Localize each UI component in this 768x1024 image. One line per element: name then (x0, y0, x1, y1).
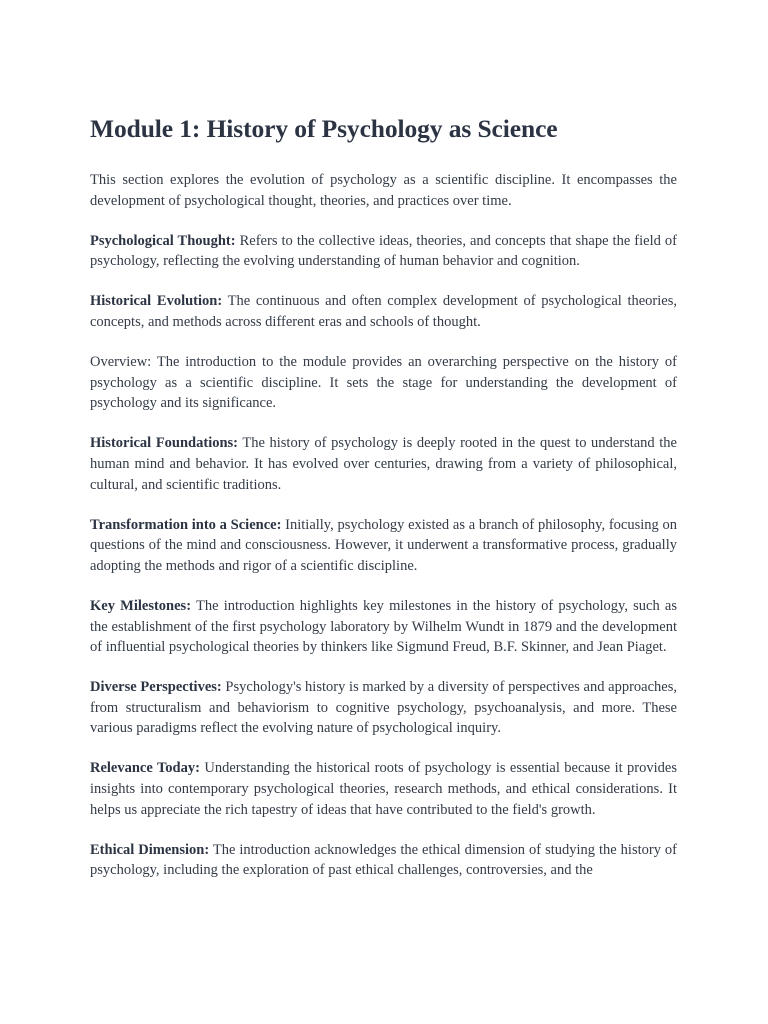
section-relevance-today (90, 758, 677, 820)
section-term: Historical Evolution: (90, 293, 223, 310)
section-term: Relevance Today: (90, 760, 200, 777)
section-text: The history of psychology is deeply rooted in the quest to understand the human mind and behavior. It has evolved over centuries, drawing from a variety of philosophical, cultural, and scientific traditions. (90, 435, 677, 493)
section-text: The introduction acknowledges the ethical dimension of studying the history of psychology, including the exploration of past ethical challenges, controversies, and the (90, 841, 677, 879)
section-term: Diverse Perspectives: (90, 679, 222, 696)
page-title: Module 1: History of Psychology as Science (90, 114, 558, 143)
section-psychological-thought (90, 231, 677, 272)
section-transformation-into-science (90, 515, 677, 577)
section-term: Ethical Dimension: (90, 841, 210, 858)
section-text: Psychology's history is marked by a diversity of perspectives and approaches, from structuralism and behaviorism to cognitive psychology, psychoanalysis, and more. These various paradigms reflect the evolving nature of psychological inquiry. (90, 679, 677, 737)
document-page (90, 113, 677, 900)
section-ethical-dimension (90, 840, 677, 881)
section-text: Overview: The introduction to the module provides an overarching perspective on the history of psychology as a scientific discipline. It sets the stage for understanding the development of psychology and its significance. (90, 354, 677, 412)
section-diverse-perspectives (90, 677, 677, 739)
section-historical-evolution (90, 291, 677, 332)
section-text: Understanding the historical roots of psychology is essential because it provides insights into contemporary psychological theories, research methods, and ethical considerations. It helps us appreciate the rich tapestry of ideas that have contributed to the field's growth. (90, 760, 677, 818)
section-text: Refers to the collective ideas, theories, and concepts that shape the field of psychology, reflecting the evolving understanding of human behavior and cognition. (90, 232, 677, 270)
section-term: Key Milestones: (90, 597, 192, 614)
section-text: The introduction highlights key milestones in the history of psychology, such as the establishment of the first psychology laboratory by Wilhelm Wundt in 1879 and the development of influential psychological theories by thinkers like Sigmund Freud, B.F. Skinner, and Jean Piaget. (90, 597, 677, 656)
section-text: The continuous and often complex development of psychological theories, concepts, and methods across different eras and schools of thought. (90, 293, 677, 330)
section-key-milestones (90, 596, 677, 658)
section-overview (90, 352, 677, 414)
section-term: Psychological Thought: (90, 232, 236, 249)
intro-paragraph: This section explores the evolution of psychology as a scientific discipline. It encompasses the development of psychological thought, theories, and practices over time. (90, 172, 677, 209)
section-term: Transformation into a Science: (90, 516, 282, 533)
section-text: Initially, psychology existed as a branch of philosophy, focusing on questions of the mind and consciousness. However, it underwent a transformative process, gradually adopting the methods and rigor of a scientific discipline. (90, 516, 678, 574)
section-term: Historical Foundations: (90, 435, 239, 452)
section-historical-foundations (90, 433, 677, 495)
